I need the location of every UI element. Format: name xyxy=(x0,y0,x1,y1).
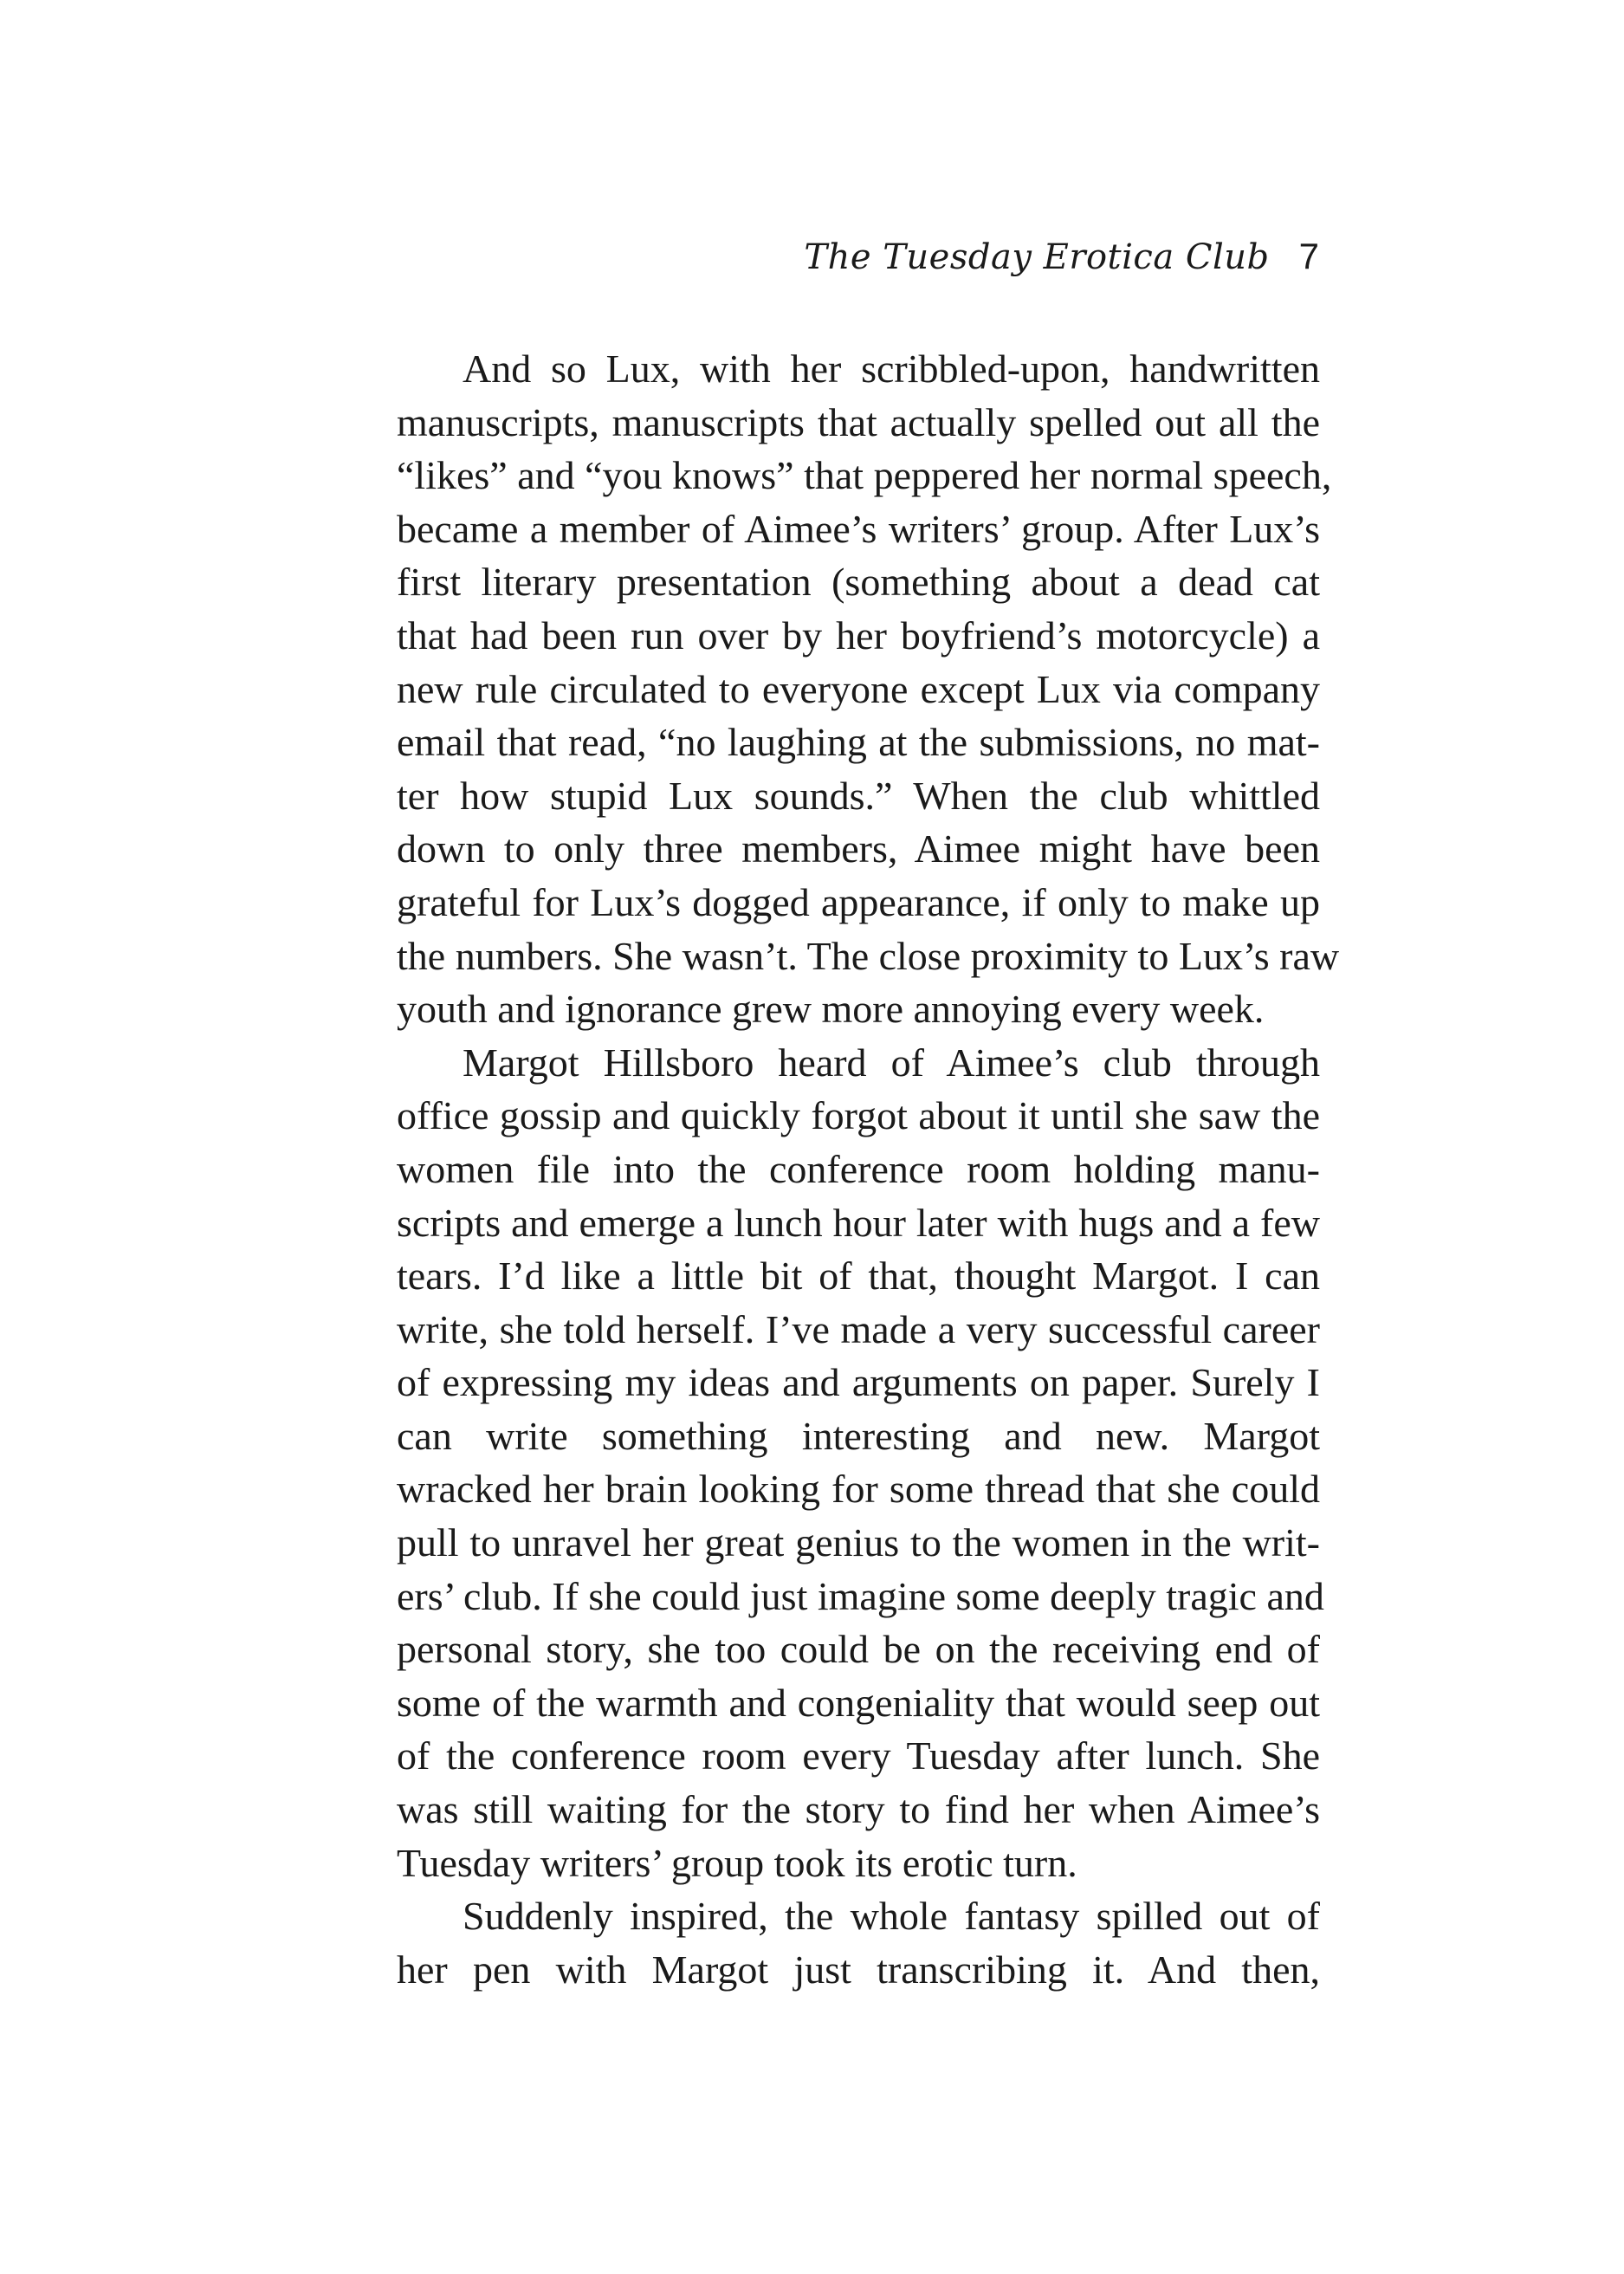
text-line: women file into the conference room holding manu- xyxy=(397,1146,1320,1191)
text-line: Margot Hillsboro heard of Aimee’s club through xyxy=(463,1040,1320,1085)
text-line: down to only three members, Aimee might have been xyxy=(397,826,1320,871)
text-line: ter how stupid Lux sounds.” When the club whittled xyxy=(397,773,1320,818)
paragraph-3 xyxy=(397,1889,1320,1996)
running-title: The Tuesday Erotica Club xyxy=(804,237,1270,277)
text-line: And so Lux, with her scribbled-upon, handwritten xyxy=(463,347,1320,391)
text-line: her pen with Margot just transcribing it. And then, xyxy=(397,1947,1320,1992)
text-line: Suddenly inspired, the whole fantasy spilled out of xyxy=(463,1894,1320,1939)
text-line: personal story, she too could be on the receiving end of xyxy=(397,1627,1320,1672)
page-number: 7 xyxy=(1298,236,1319,276)
text-line: the numbers. She wasn’t. The close proximity to Lux’s raw xyxy=(397,933,1340,978)
text-line: became a member of Aimee’s writers’ group. After Lux’s xyxy=(397,506,1320,551)
text-line: was still waiting for the story to find her when Aimee’s xyxy=(397,1787,1320,1832)
text-line: that had been run over by her boyfriend’s motorcycle) a xyxy=(397,612,1320,658)
text-line: manuscripts, manuscripts that actually spelled out all the xyxy=(397,399,1320,444)
text-line: new rule circulated to everyone except Lux via company xyxy=(397,666,1320,711)
text-line: can write something interesting and new. Margot xyxy=(397,1413,1320,1458)
text-line: first literary presentation (something about a dead cat xyxy=(397,560,1320,605)
body-text xyxy=(397,342,1340,1996)
text-line: email that read, “no laughing at the submissions, no mat- xyxy=(397,720,1320,765)
text-line: office gossip and quickly forgot about it until she saw the xyxy=(397,1093,1320,1138)
text-line: pull to unravel her great genius to the women in the writ- xyxy=(397,1520,1320,1565)
text-line: ers’ club. If she could just imagine some deeply tragic and xyxy=(397,1573,1324,1618)
text-line: write, she told herself. I’ve made a very successful career xyxy=(397,1306,1320,1351)
text-line: youth and ignorance grew more annoying every week. xyxy=(397,987,1265,1032)
text-line: “likes” and “you knows” that peppered her normal speech, xyxy=(397,453,1332,498)
text-line: Tuesday writers’ group took its erotic turn. xyxy=(397,1840,1077,1885)
paragraph-2 xyxy=(397,1036,1324,1890)
text-line: some of the warmth and congeniality that would seep out xyxy=(397,1680,1320,1725)
text-line: of expressing my ideas and arguments on paper. Surely I xyxy=(397,1360,1320,1405)
text-line: tears. I’d like a little bit of that, thought Margot. I can xyxy=(397,1254,1320,1299)
text-line: of the conference room every Tuesday after lunch. She xyxy=(397,1733,1320,1778)
text-line: wracked her brain looking for some thread that she could xyxy=(397,1467,1320,1512)
text-line: scripts and emerge a lunch hour later with hugs and a few xyxy=(397,1200,1320,1245)
running-head xyxy=(804,236,1319,288)
text-line: grateful for Lux’s dogged appearance, if only to make up xyxy=(397,879,1320,924)
paragraph-1 xyxy=(397,342,1340,1036)
